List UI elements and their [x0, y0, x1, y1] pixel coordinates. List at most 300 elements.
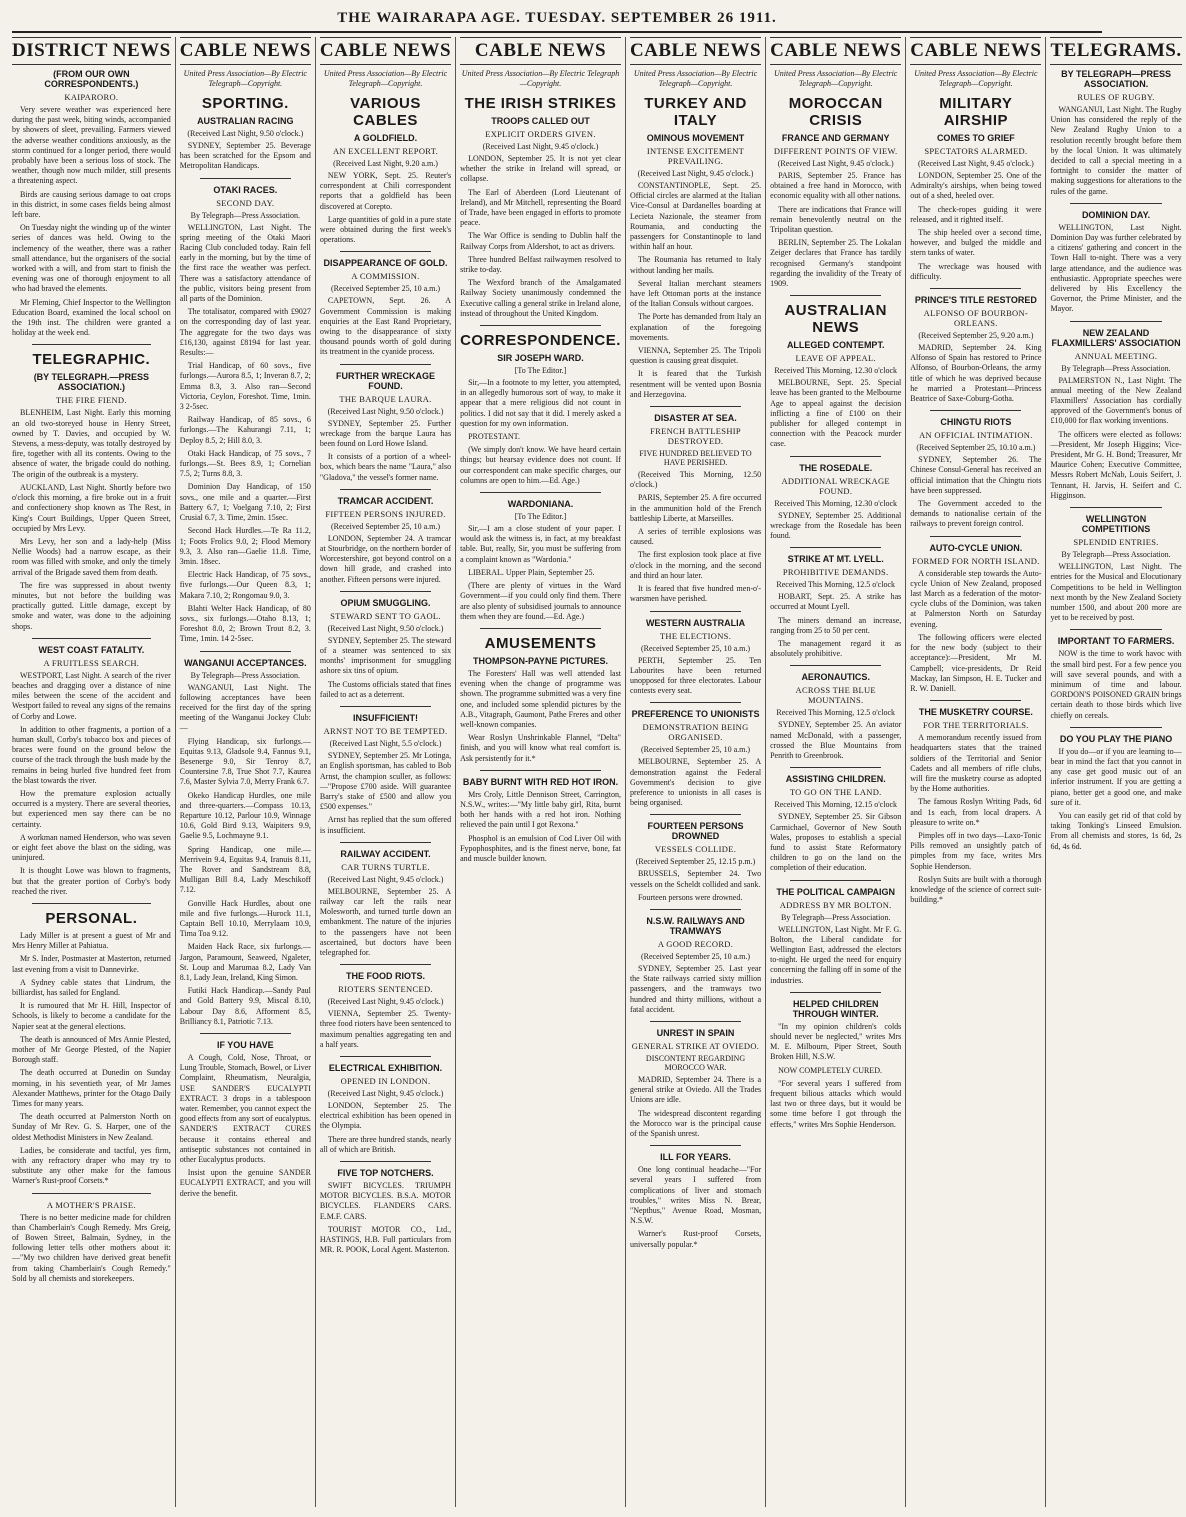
article-subheadline: AUTO-CYCLE UNION. [929, 542, 1023, 553]
article-deck: A COMMISSION. [351, 271, 420, 282]
article-paragraph: "For several years I suffered from frequent bilious attacks which would last two or three days, but it would be some time before I got through the effects," writes Mrs Sophie Henderson. [770, 1078, 902, 1129]
column-8 [1046, 37, 1185, 1507]
article-subheadline: INSUFFICIENT! [352, 713, 418, 724]
article-subheadline: WELLINGTON COMPETITIONS [1081, 514, 1151, 535]
article-separator [650, 611, 741, 612]
article-separator [200, 1033, 291, 1034]
received-note: (Received Last Night, 9.50 o'clock.) [187, 129, 304, 138]
article-deck: SECOND DAY. [216, 197, 275, 208]
article [630, 95, 761, 400]
article [770, 880, 901, 986]
article-deck: ANNUAL MEETING. [1074, 350, 1158, 361]
article-separator [790, 456, 881, 457]
article-paragraph: SWIFT BICYCLES. TRIUMPH MOTOR BICYCLES. B.S.A. MOTOR BICYCLES. FLANDERS CARS. E.M.F. CARS. [319, 1180, 452, 1221]
article-paragraph: SYDNEY, September 25. Beverage has been scratched for the Epsom and Metropolitan Handicaps. [179, 141, 311, 171]
article-paragraph: LONDON, September 24. A tramcar at Stourbridge, on the northern border of Worcestershire, got beyond control on a down hill grade, and crashed into another. Fifteen persons were injured. [319, 533, 452, 584]
article-paragraph: One long continual headache—"For several years I suffered from complications of liver and stomach troubles," writes Miss N. Brear, "Nepthus," Avenue Road, Mosman, N.S.W. [629, 1165, 762, 1226]
article-deck: ALFONSO OF BOURBON-ORLEANS. [923, 308, 1029, 329]
article [630, 406, 761, 604]
article-paragraph: HOBART, Sept. 25. A strike has occurred at Mount Lyell. [770, 592, 902, 612]
article-subheadline: (FROM OUR OWN CORRESPONDENTS.) [44, 69, 139, 89]
article-paragraph: Ladies, be considerate and tactful, yes firm, with any refractory draper who may try to substitute any other make for the famous Warner's Rust-proof Corsets.* [12, 1145, 171, 1186]
article [180, 651, 311, 1028]
article-paragraph: SYDNEY, September 26. The Chinese Consul-General has received an official intimation that the Chingtu riots have been suppressed. [910, 455, 1042, 495]
article-paragraph: Blahti Welter Hack Handicap, of 80 sovs., six furlongs.—Otaho 8.13, 1; Foreshot 8.0, 2; Brown Trout 8.2, 3. Time, 1min. 14 2-5sec. [179, 603, 311, 644]
article-separator [340, 251, 431, 252]
article-subheadline: SIR JOSEPH WARD. [497, 353, 584, 364]
article-paragraph: Phosphol is an emulsion of Cod Liver Oil with Fypophosphites, and is the finest nerve, bone, fat and muscle builder known. [460, 833, 621, 863]
article-paragraph: Three hundred Belfast railwaymen resolved to strike to-day. [460, 254, 621, 275]
article-paragraph: WELLINGTON, Last Night. Dominion Day was further celebrated by a citizens' gathering and concert in the Town Hall to-night. There was a very large attendance, and the audience was enthusiastic. Appropriate speeches were delivered by His Excellency the Governor, the Prime Minister, and the Mayor. [1050, 222, 1182, 314]
article-deck: RULES OF RUGBY. [1077, 92, 1155, 102]
article-separator [650, 1145, 741, 1146]
article-separator [340, 842, 431, 843]
article-separator [790, 547, 881, 548]
article-paragraph: The Government acceded to the demands to nationalise certain of the railways to prevent foreign control. [910, 499, 1042, 529]
article-paragraph: (We simply don't know. We have heard certain things; but hearsay evidence does not count. If our correspondent can make specific charges, our columns are open to him.—Ed. Age.) [460, 445, 621, 485]
column-heading: DISTRICT NEWS [12, 37, 171, 65]
article-paragraph: Several Italian merchant steamers have left Ottoman ports at the instance of the Italian Consuls without cargoes. [629, 278, 762, 309]
article-subheadline: THE FOOD RIOTS. [345, 971, 425, 982]
article [180, 1033, 311, 1199]
article-subheadline: ILL FOR YEARS. [660, 1152, 731, 1163]
article [910, 288, 1041, 404]
article-paragraph: MELBOURNE, Sept. 25. Special leave has been granted to the Melbourne Age to appeal against the decision inflicting a fine of £100 on their publisher for alleged contempt in connection with the Peacock murder case. [770, 378, 902, 449]
article [12, 344, 171, 631]
article-paragraph: The Foresters' Hall was well attended last evening when the change of programme was shown. The programme submitted was a very fine one, and included some splendid pictures by the A.B., Vitagraph, Gaumont, Pathe Freres and other well-known companies. [460, 668, 621, 729]
article-subheadline: THE POLITICAL CAMPAIGN [776, 886, 896, 897]
article [910, 536, 1041, 694]
article-deck: CAR TURNS TURTLE. [341, 861, 430, 872]
article-paragraph: Futiki Hack Handicap.—Sandy Paul and Gold Battery 9.9, Miscal 8.10, Labour Day 8.6, Afforment 8.5, Brilliancy 8.1, Patriotic 7.13. [179, 986, 311, 1026]
article-paragraph: SYDNEY, September 25. The steward of a steamer was sentenced to six months' imprisonment for smuggling ashore six tins of opium. [319, 635, 452, 676]
article [320, 1161, 451, 1255]
article-separator [790, 880, 881, 881]
article-paragraph: LONDON, September 25. One of the Admiralty's airships, when being towed out of a shed, heeled over. [910, 171, 1042, 201]
article [320, 95, 451, 245]
article-paragraph: TOURIST MOTOR CO., Ltd., HASTINGS, H.B. Full particulars from MR. R. POOK, Local Agent. Masterton. [319, 1224, 452, 1255]
article-subheadline: PREFERENCE TO UNIONISTS [631, 709, 760, 720]
article-separator [1070, 629, 1161, 630]
article-separator [930, 410, 1021, 411]
article-paragraph: On Tuesday night the winding up of the winter series of dances was held. Owing to the inclemency of the weather, there was a rather small attendance, but the organisers of the social worked with a will, and from start to finish the evening was one of thorough enjoyment to all who had braved the elements. [12, 223, 171, 294]
article [770, 456, 901, 542]
received-note: By Telegraph—Press Association. [190, 670, 300, 680]
received-note: Received This Morning, 12.30 o'clock [774, 498, 897, 508]
column-heading: CABLE NEWS [770, 37, 901, 65]
article-subheadline: DOMINION DAY. [1081, 209, 1151, 220]
received-note: (Received Last Night, 9.50 o'clock.) [327, 406, 444, 416]
article-paragraph: The Porte has demanded from Italy an explanation of the foregoing movements. [629, 312, 762, 342]
article-subheadline: AERONAUTICS. [801, 672, 870, 683]
article [1050, 507, 1181, 623]
received-note: (Received Last Night, 5.5 o'clock.) [329, 739, 442, 749]
article-paragraph: A Sydney cable states that Lindrum, the billiardist, has sailed for England. [12, 977, 171, 998]
article-subheadline: (BY TELEGRAPH.—PRESS ASSOCIATION.) [33, 372, 150, 393]
article-separator [790, 767, 881, 768]
article-paragraph: PARIS, September 25. A fire occurred in the ammunition hold of the French battleship Liberte, at Marseilles. [629, 493, 762, 523]
article-subheadline: IF YOU HAVE [216, 1040, 274, 1051]
article-paragraph: There is no better medicine made for children than Chamberlain's Cough Remedy. Mrs Greig, of Bowen Street, Balmain, Sydney, in the following letter tells other mothers about it:—"My two children have derived great benefit from taking Chamberlain's Cough Remedy." Sold by all chemists and storekeepers. [12, 1212, 171, 1283]
article-deck: THE FIRE FIEND. [55, 395, 127, 406]
article-separator [790, 295, 881, 296]
article [320, 591, 451, 700]
article-separator [1070, 321, 1161, 322]
article-paragraph: SYDNEY, September 25. Further wreckage from the barque Laura has been found on Lord Howe Island. [319, 418, 452, 449]
article [1050, 629, 1181, 720]
received-note: (Received September 25, 10 a.m.) [640, 745, 751, 755]
article-paragraph: Warner's Rust-proof Corsets, universally popular.* [629, 1229, 762, 1249]
article [460, 628, 621, 764]
article-paragraph: The following officers were elected for the new body (subject to their acceptance):—President, Mr M. Campbell; vice-presidents, Dr Reid Mackay, Ian Simpson, H. E. Tucker and R. W. Daniell. [910, 632, 1042, 693]
article-deck: GENERAL STRIKE AT OVIEDO. [631, 1040, 760, 1051]
article-paragraph: Spring Handicap, one mile.—Merrivein 9.4, Equitas 9.4, Iranuis 8.11, The Rover and Sandstream 8.8, Mulligan Bill 8.4, Lady Meschikoff 7.12. [179, 844, 311, 895]
article [770, 95, 901, 289]
article-paragraph: PERTH, September 25. Ten Labourites have been returned unopposed for three electorates. Labour contests every seat. [629, 655, 762, 696]
article-subheadline: WARDONIANA. [507, 499, 574, 510]
article-deck: AN EXCELLENT REPORT. [332, 146, 439, 156]
article-paragraph: MADRID, September 24. There is a general strike at Oviedo. All the Trades Unions are idle. [629, 1074, 762, 1105]
article-headline: AMUSEMENTS [484, 634, 597, 652]
article-paragraph: The Earl of Aberdeen (Lord Lieutenant of Ireland), and Mr Mitchell, representing the Board of Trade, have been engaged in efforts to promote peace. [460, 187, 621, 228]
article-deck: SPLENDID ENTRIES. [1073, 537, 1159, 548]
article [12, 903, 171, 1187]
article [460, 325, 621, 486]
article [630, 1145, 761, 1250]
article-subheadline: PRINCE'S TITLE RESTORED [914, 295, 1037, 306]
article [320, 706, 451, 836]
column-6 [766, 37, 906, 1507]
article-paragraph: The totalisator, compared with £9027 on the corresponding day of last year. The aggregate for the two days was £16,130, against £8194 for last year. Results:— [179, 307, 311, 358]
column-heading: CABLE NEWS [910, 37, 1041, 65]
article [630, 702, 761, 808]
article-paragraph: Mrs Croly, Little Dennison Street, Carrington, N.S.W., writes:—"My little baby girl, Rita, burnt both her hands with a red hot iron. Nothing relieved the pain until I got Rexona." [460, 789, 621, 830]
article [320, 1056, 451, 1155]
article-separator [32, 903, 151, 904]
article-headline: CORRESPONDENCE. [460, 332, 621, 350]
article-subheadline: TRAMCAR ACCIDENT. [337, 495, 434, 506]
article-separator [480, 628, 601, 629]
article-paragraph: WELLINGTON, Last Night. Mr F. G. Bolton, the Liberal candidate for Wellington East, addressed the electors to-night. He urged the need for enquiry concerning the falling off in some of the industries. [770, 924, 902, 985]
article-paragraph: (Received This Morning, 12.50 o'clock.) [629, 470, 762, 490]
article-deck: PROHIBITIVE DEMANDS. [782, 567, 889, 578]
article [320, 489, 451, 585]
article-deck: THE BARQUE LAURA. [339, 393, 432, 404]
received-note: (Received September 25, 10.10 a.m.) [916, 443, 1036, 453]
article-paragraph: SYDNEY, September 25. Sir Gibson Carmichael, Governor of New South Wales, proposes to establish a special fund to assist State Reformatory children to go on the land on the completion of their education. [770, 812, 902, 873]
article-paragraph: LONDON, September 25. The electrical exhibition has been opened in the Olympia. [319, 1100, 452, 1131]
column-4 [456, 37, 626, 1507]
article-paragraph: The famous Roslyn Writing Pads, 6d and 1s each, from local drapers. A pleasure to write on.* [910, 797, 1042, 827]
article-paragraph: PARIS, September 25. France has obtained a free hand in Morocco, with economic equality with all other nations. [770, 171, 902, 201]
article-paragraph: It is feared that five hundred men-o'-warsmen have perished. [629, 584, 762, 604]
article-paragraph: It is rumoured that Mr H. Hill, Inspector of Schools, is likely to become a candidate for the Napier seat at the general elections. [12, 1001, 171, 1031]
article-paragraph: Mr Fleming, Chief Inspector to the Wellington Education Board, examined the local school on the 19th inst. The children were granted a holiday at the week end. [12, 297, 171, 338]
received-note: Received This Morning, 12.5 o'clock [776, 580, 895, 590]
article-paragraph: NEW YORK, Sept. 25. Reuter's correspondent at Chili correspondent reports that a goldfield has been discovered at Corepto. [319, 171, 452, 211]
article-deck: KAIPARORO. [64, 92, 119, 102]
article-subheadline: WESTERN AUSTRALIA [645, 617, 746, 628]
article-paragraph: The ship heeled over a second time, however, and bulged the middle and stern tanks of water. [910, 228, 1042, 258]
article-paragraph: There are indications that France will remain benevolently neutral on the Tripolitan question. [770, 204, 902, 235]
article-paragraph: It is thought Lowe was blown to fragments, but that the greater portion of Corby's body reached the river. [12, 866, 171, 896]
article-paragraph: Gonville Hack Hurdles, about one mile and five furlongs.—Hurock 11.1, Captain Bell 10.10, Merrylaam 10.9, Tima Toa 9.12. [179, 898, 311, 939]
article-paragraph: NOW COMPLETELY CURED. [778, 1065, 882, 1075]
article-paragraph: In addition to other fragments, a portion of a human skull, Corby's tobacco box and pieces of braces were found on the ground below the course of the track through the bush made by the remains in being hurled five hundred feet from the blast towards the river. [12, 724, 171, 785]
article-paragraph: A workman named Henderson, who was seven or eight feet above the blast on the siding, was uninjured. [12, 832, 171, 863]
article-paragraph: You can easily get rid of that cold by taking Tonking's Linseed Emulsion. From all chemists and stores, 1s 6d, 2s 6d, 4s 6d. [1050, 810, 1182, 851]
article-paragraph: The death occurred at Dunedin on Sunday morning, in his seventieth year, of Mr James Alexander Matthews, printer for the Otago Daily Times for many years. [12, 1068, 171, 1109]
article-paragraph: The check-ropes guiding it were released, and it righted itself. [910, 204, 1042, 224]
article-subheadline: COMES TO GRIEF [936, 133, 1015, 143]
article-paragraph: Large quantities of gold in a pure state were obtained during the first week's operations. [319, 214, 452, 245]
article-headline: AUSTRALIAN NEWS [784, 302, 887, 337]
column-3 [316, 37, 456, 1507]
article-subheadline: WANGANUI ACCEPTANCES. [184, 657, 307, 668]
article-separator [200, 651, 291, 652]
received-note: (Received Last Night, 9.45 o'clock.) [917, 159, 1034, 168]
article-paragraph: The War Office is sending to Dublin half the Railway Corps from Aldershot, to act as drivers. [460, 231, 621, 251]
article-paragraph: NOW is the time to work havoc with the small bird pest. For a few pence you will save several pounds, and with a minimum of time and labour. GORDON'S POISONED GRAIN brings certain death to those birds which live chiefly on cereals. [1050, 649, 1182, 720]
article-deck: A FRUITLESS SEARCH. [43, 657, 140, 668]
received-note: (Received September 25, 12.15 p.m.) [635, 857, 756, 867]
article-paragraph: Dominion Day Handicap, of 150 sovs., one mile and a quarter.—First Battery 6.7, 1; Voelgang 7.10, 2; First Crusial 6.7, 3. Time, 2min. 15sec. [179, 482, 311, 523]
article-subheadline: OTAKI RACES. [213, 184, 278, 195]
article-headline: VARIOUS CABLES [350, 95, 421, 129]
article-paragraph: Second Hack Hurdles.—Te Ra 11.2, 1; Foots Frolics 9.0, 2; Flood Memory 9.3, 3. Also ran—Gaelie 11.8. Time, 3min. 18sec. [179, 526, 311, 566]
article-paragraph: PALMERSTON N., Last Night. The annual meeting of the New Zealand Flaxmillers' Association has cordially approved of the Government's bonus of £10,000 for flax working inventions. [1050, 375, 1182, 426]
article-subheadline: DO YOU PLAY THE PIANO [1059, 733, 1173, 744]
article-paragraph: The fire was suppressed in about twenty minutes, but not before the building was practically gutted. Little damage, except by smoke and water, was done to the adjoining shops. [12, 580, 171, 631]
article-paragraph: PROTESTANT. [468, 432, 520, 442]
article-paragraph: WANGANUI, Last Night. The Rugby Union has considered the reply of the New Zealand Rugby Union to a resolution recently brought before them by the local Union. It was ultimately decided to call a special meeting in a fortnight to consider the matter of making suggestions for alterations to the rules of the game. [1050, 105, 1182, 196]
article-paragraph: Mrs Levy, her son and a lady-help (Miss Nellie Woods) had a narrow escape, as their room was filled with smoke, and only the timely arrival of the Brigade saved them from death. [12, 536, 171, 577]
article-deck: STEWARD SENT TO GAOL. [330, 610, 441, 621]
article-deck: AN OFFICIAL INTIMATION. [919, 430, 1033, 441]
article [630, 1021, 761, 1139]
article-deck: ADDITIONAL WRECKAGE FOUND. [781, 475, 890, 496]
article-subheadline: OMINOUS MOVEMENT [646, 133, 745, 143]
article-deck: FORMED FOR NORTH ISLAND. [912, 555, 1040, 566]
article-separator [930, 700, 1021, 701]
received-note: [To The Editor.] [514, 512, 567, 522]
article [1050, 203, 1181, 315]
columns [8, 37, 1182, 1507]
article [320, 364, 451, 483]
article-separator [340, 706, 431, 707]
article-paragraph: Sir,—In a footnote to my letter, you attempted, in an allegedly humorous sort of way, to make it appear that a mere religious did not count in politics. I did not say that it did. I merely asked a question for my own information. [460, 378, 621, 428]
article [320, 964, 451, 1050]
article-paragraph: SYDNEY, September 25. Additional wreckage from the Rosedale has been found. [770, 510, 902, 541]
article-paragraph: MELBOURNE, September 25. A demonstration against the Federal Government's decision to give preference to unionists in all cases is being organised. [629, 757, 762, 808]
article [1050, 69, 1181, 197]
article-separator [1070, 203, 1161, 204]
article-deck: FIFTEEN PERSONS INJURED. [325, 508, 446, 519]
received-note: Received This Morning, 12.5 o'clock [776, 708, 895, 718]
article-subheadline: NEW ZEALAND FLAXMILLERS' ASSOCIATION [1051, 327, 1181, 348]
article-paragraph: Wear Roslyn Unshrinkable Flannel, "Delta" finish, and you will know what real comfort is. Ask persistently for it.* [460, 733, 621, 763]
column-heading: CABLE NEWS [320, 37, 451, 65]
column-heading: CABLE NEWS [460, 37, 621, 65]
received-note: [To The Editor.] [514, 366, 567, 376]
agency-credit: United Press Association—By Electric Telegraph—Copyright. [774, 69, 898, 88]
article-paragraph: Birds are causing serious damage to oat crops in this district, in some cases fields being almost left bare. [12, 189, 171, 220]
article-paragraph: Trial Handicap, of 60 sovs., five furlongs.—Aurora 8.5, 1; Inveran 8.7, 2; Emma 8.3, 3. Also ran—Second Victoria, Ceylon, Foreshot. Time, 1min. 3 2-5sec. [179, 361, 311, 412]
article-subheadline: DISAPPEARANCE OF GOLD. [323, 258, 448, 269]
received-note: By Telegraph—Press Association. [1061, 550, 1171, 560]
article [910, 700, 1041, 905]
article-subheadline: THE ROSEDALE. [799, 462, 873, 473]
article [630, 814, 761, 903]
article-headline: TELEGRAPHIC. [32, 351, 151, 369]
column-2 [176, 37, 316, 1507]
article-paragraph: It is feared that the Turkish resentment will be vented upon Bosnia and Herzegovina. [629, 369, 762, 399]
article-separator [340, 489, 431, 490]
article-paragraph: CONSTANTINOPLE, Sept. 25. Official circles are alarmed at the Italian Vice-Consul at Dardanelles boarding at Lecieta Nazionale, the steamer from Roumania, and conducting the passengers for Constantinople to land within half an hour. [629, 181, 762, 252]
article-headline: PERSONAL. [45, 910, 138, 927]
article-paragraph: Pimples off in two days—Laxo-Tonic Pills removed an unsightly patch of pimples from my face, writes Mrs Sophie Henderson. [910, 830, 1042, 871]
article-deck: OPENED IN LONDON. [340, 1075, 431, 1086]
article-separator [32, 638, 151, 639]
article-separator [480, 492, 601, 493]
article-paragraph: Sir,—I am a close student of your paper. I would ask the witness is, in fact, at my breakfast table. But, really, Sir, you must be suffering from a complaint known as "Wardonia." [460, 524, 621, 564]
article-paragraph: The wreckage was housed with difficulty. [910, 261, 1042, 281]
article-subheadline: BABY BURNT WITH RED HOT IRON. [462, 776, 619, 787]
article-subheadline: HELPED CHILDREN THROUGH WINTER. [792, 998, 879, 1019]
article-paragraph: Mr S. Inder, Postmaster at Masterton, returned last evening from a visit to Dannevirke. [12, 954, 171, 974]
article-paragraph: The death is announced of Mrs Annie Plested, mother of Mr George Plested, of the Napier Borough staff. [12, 1034, 171, 1065]
article-deck: ACROSS THE BLUE MOUNTAINS. [795, 685, 876, 706]
column-7 [906, 37, 1046, 1507]
article-subheadline: TROOPS CALLED OUT [491, 116, 590, 126]
article-deck: A MOTHER'S PRAISE. [46, 1199, 136, 1210]
article-paragraph: Otaki Hack Handicap, of 75 sovs., 7 furlongs.—St. Bees 8.9, 1; Cornelian 7.5, 2; Turns 8.8, 3. [179, 448, 311, 479]
received-note: (Received September 25, 10 a.m.) [640, 643, 751, 653]
article-separator [650, 909, 741, 910]
article-separator [32, 344, 151, 345]
article-paragraph: Flying Handicap, six furlongs.—Equitas 9.13, Gladsole 9.4, Fannus 9.1, Besenerge 9.0, Sir Tenroy 8.7, Countersine 7.8, True Shot 7.7, Kaurea 7.6, Master Sylvia 7.0, Merry Frank 6.7. [179, 736, 311, 787]
article-deck: DEMONSTRATION BEING ORGANISED. [642, 722, 749, 743]
article-subheadline: FIVE TOP NOTCHERS. [337, 1167, 434, 1178]
article [460, 770, 621, 864]
received-note: (Received September 25, 10 a.m.) [330, 521, 441, 531]
received-note: By Telegraph—Press Association. [1061, 363, 1171, 373]
received-note: (Received Last Night, 9.45 o'clock.) [327, 874, 444, 884]
received-note: (Received September 25, 10 a.m.) [330, 284, 441, 294]
article-paragraph: Lady Miller is at present a guest of Mr and Mrs Henry Miller at Pahiatua. [12, 931, 171, 951]
article-paragraph: BRUSSELS, September 24. Two vessels on the Scheldt collided and sank. [629, 869, 762, 889]
received-note: FIVE HUNDRED BELIEVED TO HAVE PERISHED. [639, 449, 752, 468]
received-note: (Received September 25, 9.20 a.m.) [918, 331, 1034, 341]
article-paragraph: "In my opinion children's colds should never be neglected," writes Mrs M. E. Milbourn, Piper Street, South Broken Hill, N.S.W. [770, 1021, 902, 1062]
received-note: (Received September 25, 10 a.m.) [640, 951, 751, 961]
article-headline: TURKEY AND ITALY [644, 95, 747, 129]
article-paragraph: (There are plenty of virtues in the Ward Government—if you could only find them. There are also plenty of subsidised journals to announce them when they are found.—Ed. Age.) [460, 581, 621, 621]
article-paragraph: WELLINGTON, Last Night. The entries for the Musical and Elocutionary Competitions to be held in Wellington next month by the New Zealand Society number 1500, and about 200 more are yet to be received by post. [1050, 562, 1182, 623]
article-paragraph: Roslyn Suits are built with a thorough knowledge of the science of correct suit-building.* [910, 874, 1042, 905]
column-5 [626, 37, 766, 1507]
article-paragraph: A series of terrible explosions was caused. [629, 527, 762, 547]
article-separator [930, 288, 1021, 289]
article-subheadline: CHINGTU RIOTS [940, 417, 1012, 428]
received-note: (Received Last Night, 9.50 o'clock.) [327, 623, 444, 633]
article-paragraph: BLENHEIM, Last Night. Early this morning an old two-storeyed house in Henry Street, owned by T. Davies, and occupied by W. Stevens, a mess-deputy, was totally destroyed by fire, together with all its contents. Owing to the absence of water, the brigade could do nothing. The origin of the outbreak is a mystery. [12, 408, 171, 479]
article-paragraph: MADRID, September 24. King Alfonso of Spain has restored to Prince Alfonso, of Bourbon-Orleans, the army title of which he was deprived because he married a Protestant—Princess Beatrice of Saxe-Coburg-Gotha. [910, 343, 1042, 404]
masthead: THE WAIRARAPA AGE. TUESDAY. SEPTEMBER 26 1911. [12, 10, 1102, 33]
article-subheadline: IMPORTANT TO FARMERS. [1057, 636, 1175, 647]
article-paragraph: LIBERAL. Upper Plain, September 25. [468, 567, 595, 577]
article-subheadline: WEST COAST FATALITY. [38, 644, 145, 655]
article-subheadline: FRANCE AND GERMANY [781, 133, 890, 143]
article-subheadline: AUSTRALIAN RACING [197, 116, 294, 126]
article-subheadline: ASSISTING CHILDREN. [785, 774, 886, 785]
article-paragraph: A considerable step towards the Auto-cycle Union of New Zealand, proposed last March as a federation of the motor-cycle clubs of the Dominion, was taken at Palmerston North on Saturday evening. [910, 568, 1042, 629]
article-subheadline: RAILWAY ACCIDENT. [340, 848, 431, 859]
article-paragraph: The Customs officials stated that fines failed to act as a deterrent. [319, 679, 452, 699]
article-separator [790, 665, 881, 666]
article-paragraph: WANGANUI, Last Night. The following acceptances have been received for the first day of the spring meeting of the Wanganui Jockey Club:— [179, 682, 311, 733]
article-subheadline: FOURTEEN PERSONS DROWNED [647, 821, 744, 842]
article-subheadline: FURTHER WRECKAGE FOUND. [335, 370, 435, 391]
article-paragraph: WELLINGTON, Last Night. The spring meeting of the Otaki Maori Racing Club concluded today. Rain fell early in the morning, but by the time of the first race the weather was perfect. There was a satisfactory attendance of the public, visitors being present from all parts of the Dominion. [179, 222, 311, 304]
article [770, 665, 901, 761]
article-deck: INTENSE EXCITEMENT PREVAILING. [646, 146, 745, 166]
article-separator [32, 1193, 151, 1194]
article-deck: THE ELECTIONS. [659, 630, 732, 641]
article-headline: THE IRISH STRIKES [464, 95, 617, 112]
article-paragraph: LONDON, September 25. It is not yet clear whether the strike in Ireland will spread, or collapse. [460, 154, 621, 184]
received-note: (Received Last Night, 9.20 a.m.) [333, 159, 438, 168]
column-heading: TELEGRAMS. [1050, 37, 1181, 65]
article-subheadline: THE MUSKETRY COURSE. [918, 707, 1033, 718]
received-note: (Received Last Night, 9.45 o'clock.) [777, 159, 894, 168]
received-note: Received This Morning, 12.15 o'clock [774, 800, 897, 810]
article-separator [1070, 727, 1161, 728]
article-headline: MILITARY AIRSHIP [939, 95, 1013, 129]
article-subheadline: A GOLDFIELD. [353, 133, 418, 143]
article-deck: ARNST NOT TO BE TEMPTED. [323, 726, 448, 737]
agency-credit: United Press Association—By Electric Telegraph—Copyright. [461, 69, 620, 88]
article-paragraph: Fourteen persons were drowned. [637, 892, 743, 902]
article-subheadline: ALLEGED CONTEMPT. [786, 340, 885, 351]
article [12, 69, 171, 338]
article-paragraph: The death occurred at Palmerston North on Sunday of Mr Rev. G. S. Harper, one of the oldest Methodist Ministers in New Zealand. [12, 1112, 171, 1142]
article-paragraph: The Roumania has returned to Italy without landing her mails. [629, 255, 762, 275]
article-separator [790, 992, 881, 993]
article-paragraph: A Cough, Cold, Nose, Throat, or Lung Trouble, Stomach, Bowel, or Liver Complaint, Rheumatism, Neuralgia, USE SANDER'S EUCALYPTI EXTRACT. 3 drops in a tablespoon water. Remember, you cannot expect the good effects from any sort of eucalyptus. SANDER'S EXTRACT CURES because it contains ethereal and antiseptic substances not contained in other Eucalyptus products. [179, 1053, 311, 1165]
article-subheadline: N.S.W. RAILWAYS AND TRAMWAYS [646, 915, 745, 936]
article-paragraph: The widespread discontent regarding the Morocco war is the principal cause of the Spanish unrest. [629, 1108, 762, 1138]
article-paragraph: VIENNA, September 25. Twenty-three food rioters have been sentenced to maximum penalties aggregating ten and a half years. [319, 1009, 452, 1049]
article-paragraph: Arnst has replied that the sum offered is insufficient. [319, 815, 452, 835]
article-paragraph: The first explosion took place at five o'clock in the morning, and the second and third an hour later. [629, 550, 762, 580]
article-paragraph: A memorandum recently issued from headquarters states that the trained soldiers of the Territorial and Senior Cadets and all members of rifle clubs, will fire the musketry course as adopted by the Home authorities. [910, 733, 1042, 794]
article-separator [650, 702, 741, 703]
article-deck: LEAVE OF APPEAL. [795, 353, 876, 364]
article-deck: A GOOD RECORD. [657, 938, 734, 949]
article-paragraph: CAPETOWN, Sept. 26. A Government Commission is making enquiries at the East Rand Proprietary, owing to the disappearance of sixty thousand pounds worth of gold during its treatment in the cyanide process. [319, 296, 452, 357]
article [770, 295, 901, 449]
received-note: By Telegraph—Press Association. [190, 210, 300, 220]
article-deck: RIOTERS SENTENCED. [338, 984, 433, 995]
article-subheadline: UNREST IN SPAIN [656, 1027, 735, 1038]
article-deck: DIFFERENT POINTS OF VIEW. [773, 146, 898, 156]
article-separator [650, 814, 741, 815]
article-paragraph: The Wexford branch of the Amalgamated Railway Society unanimously condemned the Executive calling a general strike in Ireland alone, instead of throughout the United Kingdom. [460, 278, 621, 318]
article-paragraph: SYDNEY, September 25. Mr Lotinga, an English sportsman, has cabled to Bob Arnst, the champion sculler, as follows:—"Propose £700 aside. Will guarantee Barry's stake of £500 and allow you £500 expenses." [319, 751, 452, 812]
article [12, 638, 171, 897]
article-paragraph: Very severe weather was experienced here during the past week, biting winds, accompanied by showers of sleet, prevailing. Farmers viewed the adverse weather conditions anxiously, as the storm continued for a longer period, there would probably have been a serious loss of stock. The weather, though now much milder, still presents a threatening aspect. [12, 105, 171, 186]
